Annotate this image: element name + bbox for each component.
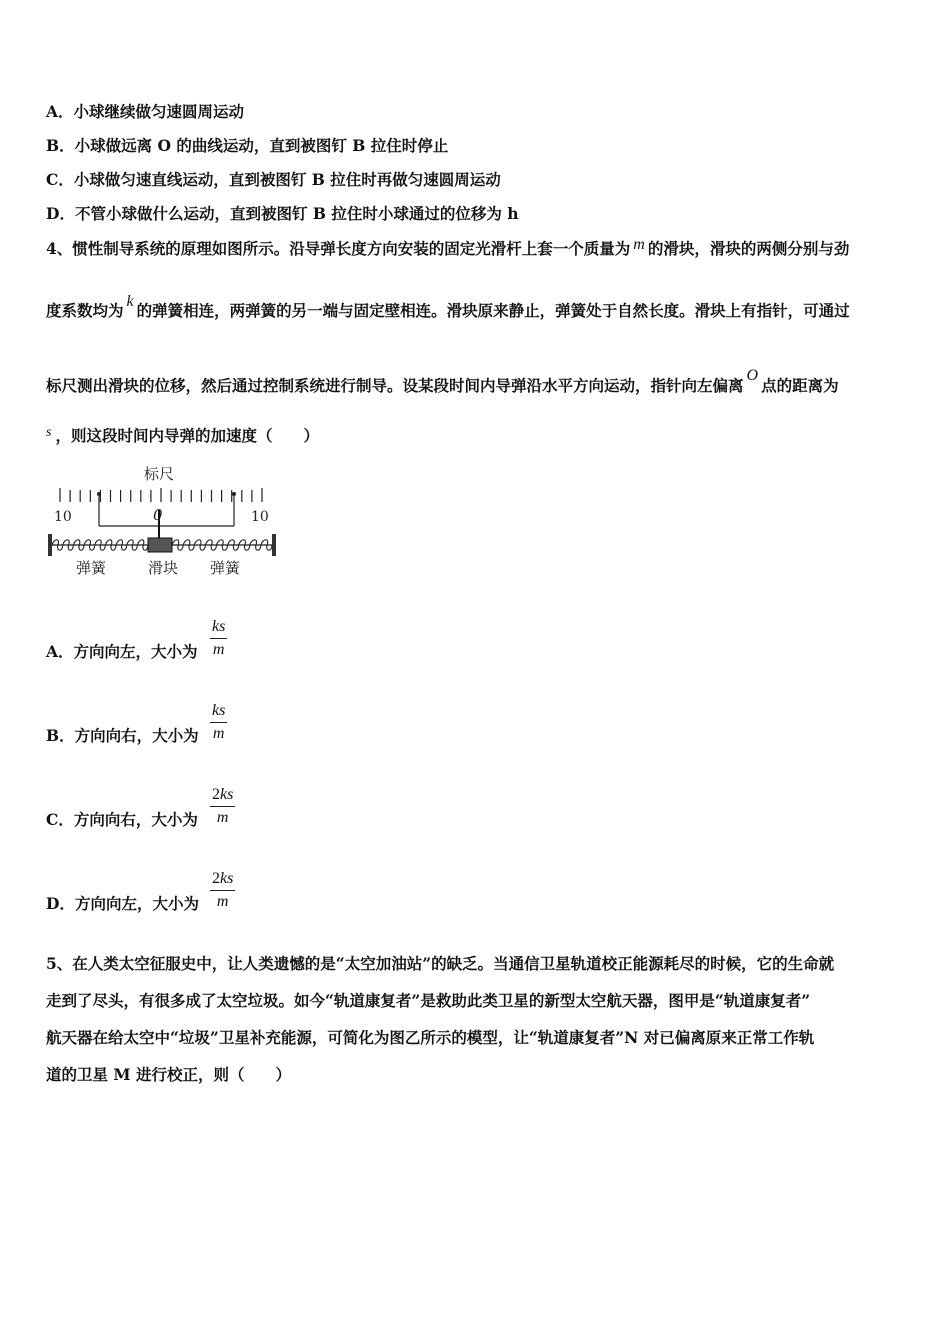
bracket-dot [232,492,236,496]
q4-option-a-fraction [210,617,227,660]
q4-option-b [46,726,199,746]
q4-text: 标尺测出滑块的位移，然后通过控制系统进行制导。设某段时间内导弹沿水平方向运动，指针向左偏离 [46,376,744,395]
q5-stem-line-4: 道的卫星 M 进行校正，则（ ） [46,1065,291,1084]
q4-stem-line-2 [46,293,850,322]
fraction-denominator: m [216,809,229,826]
q4-option-d-fraction [210,869,235,912]
q4-text: 度系数均为 [46,301,124,320]
left-wall [48,534,52,556]
q4-stem-line-1 [46,236,850,260]
fraction-denominator: m [216,893,229,910]
q4-text: 4、惯性制导系统的原理如图所示。沿导弹长度方向安装的固定光滑杆上套一个质量为 [46,239,631,258]
option-label: C． [46,810,74,829]
q4-stem-line-4 [46,426,319,448]
bracket-dot [97,492,101,496]
q4-option-d [46,894,199,914]
option-label: A． [46,642,74,661]
numerator-coefficient: 2 [212,786,220,803]
fraction-numerator [210,869,235,891]
q4-text: ，则这段时间内导弹的加速度（ ） [55,426,319,445]
q4-stem-line-3 [46,367,839,397]
option-text: 小球做远离 O 的曲线运动，直到被图钉 B 拉住时停止 [74,136,449,155]
option-text: 小球做匀速直线运动，直到被图钉 B 拉住时再做匀速圆周运动 [73,170,501,189]
option-text: 小球继续做匀速圆周运动 [73,102,245,121]
option-label: D． [46,204,75,223]
option-label: D． [46,894,75,913]
ruler-left-number: 10 [54,509,72,525]
option-text: 方向向右，大小为 [74,726,199,745]
q5-stem-line-2: 走到了尽头，有很多成了太空垃圾。如今“轨道康复者”是救助此类卫星的新型太空航天器，图甲是“轨道康复者” [46,991,811,1010]
option-text: 不管小球做什么运动，直到被图钉 B 拉住时小球通过的位移为 h [74,204,519,223]
fraction-numerator: ks [210,617,227,639]
numerator-coefficient: 2 [212,870,220,887]
fraction-denominator: m [212,641,225,658]
variable-m: m [633,236,645,253]
q4-text: 的弹簧相连，两弹簧的另一端与固定壁相连。滑块原来静止，弹簧处于自然长度。滑块上有指针，可通过 [136,301,850,320]
q4-text: 点的距离为 [761,376,839,395]
right-wall [272,534,276,556]
q4-option-c [46,810,198,830]
right-spring-label: 弹簧 [210,559,241,577]
ruler-right-number: 10 [251,509,269,525]
option-label: B． [46,136,75,155]
sliding-block [148,538,172,552]
variable-O: O [746,367,759,384]
fraction-numerator: ks [210,701,227,723]
fraction-numerator [210,785,235,807]
q4-option-c-fraction [210,785,235,828]
inertial-guidance-figure [44,462,284,580]
q4-option-b-fraction [210,701,227,744]
q3-option-b [46,136,448,156]
numerator-variables: ks [220,786,234,803]
q5-stem-line-3: 航天器在给太空中“垃圾”卫星补充能源，可简化为图乙所示的模型，让“轨道康复者”N 对已偏离原来正常工作轨 [46,1028,815,1047]
variable-k: k [126,293,134,310]
option-text: 方向向右，大小为 [73,810,198,829]
ruler-center-number: 0 [153,506,163,524]
option-text: 方向向左，大小为 [73,642,198,661]
q3-option-d [46,204,519,224]
ruler-ticks [60,488,262,502]
q3-option-c [46,170,501,190]
variable-s: s [46,425,52,440]
fraction-denominator: m [212,725,225,742]
option-label: B． [46,726,75,745]
option-label: A． [46,102,74,121]
q3-option-a [46,102,244,122]
q4-option-a [46,642,198,662]
ruler-label: 标尺 [144,465,175,483]
option-label: C． [46,170,74,189]
q4-text: 的滑块，滑块的两侧分别与劲 [647,239,850,258]
q5-stem-line-1: 5、在人类太空征服史中，让人类遗憾的是“太空加油站”的缺乏。当通信卫星轨道校正能源耗尽的时候，它的生命就 [46,954,835,973]
numerator-variables: ks [220,870,234,887]
option-text: 方向向左，大小为 [74,894,199,913]
left-spring-label: 弹簧 [76,559,107,577]
block-label: 滑块 [148,559,179,577]
